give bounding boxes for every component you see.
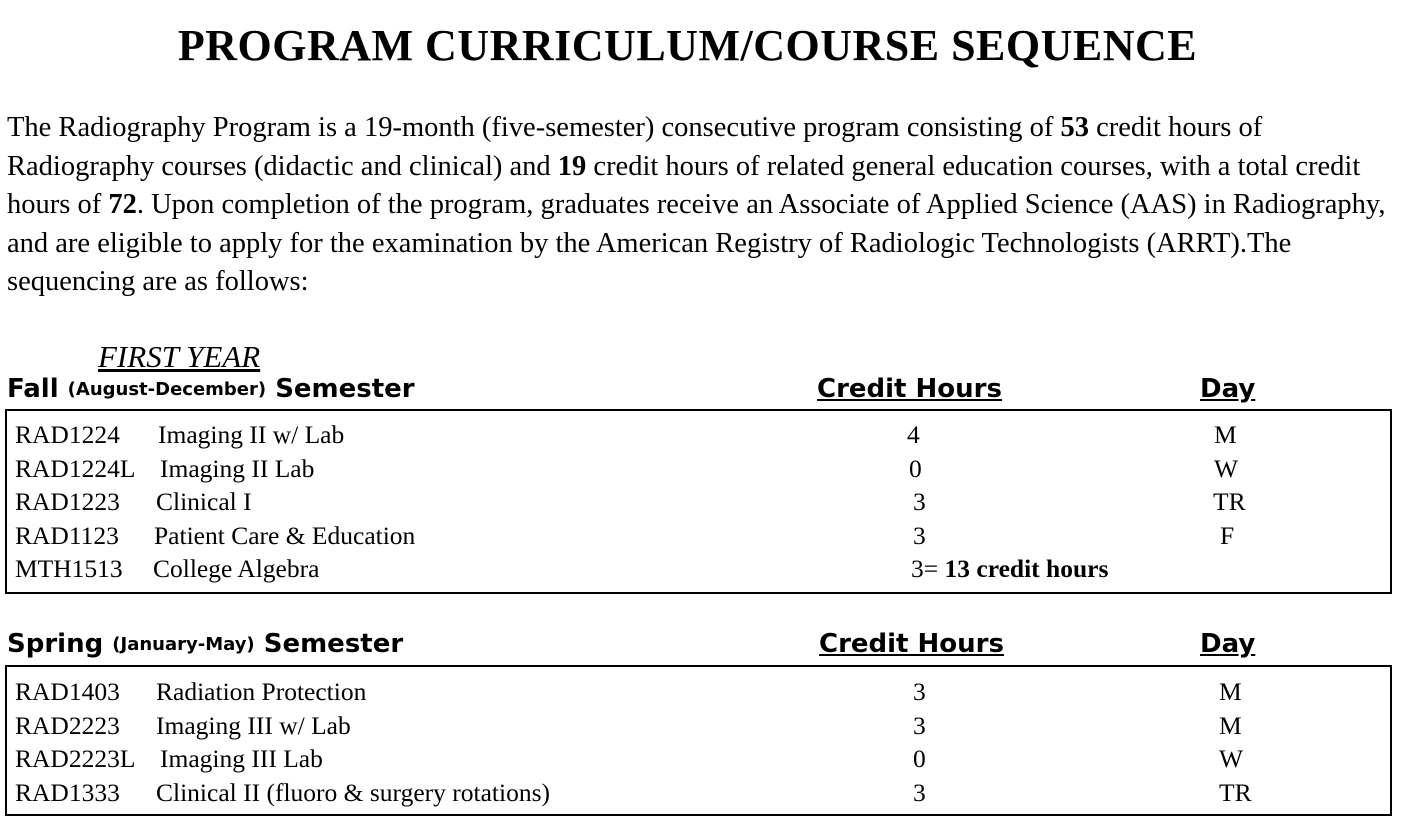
course-code: RAD1223 xyxy=(15,487,120,516)
course-name: Imaging II w/ Lab xyxy=(158,420,345,449)
course-name: Clinical I xyxy=(156,487,252,516)
course-row xyxy=(7,711,1390,744)
spring-semester-title xyxy=(7,629,403,659)
course-name: Imaging III w/ Lab xyxy=(156,710,351,740)
first-year-label: FIRST YEAR xyxy=(98,339,261,374)
course-credit-hours xyxy=(913,677,926,707)
course-credit-hours xyxy=(913,487,926,517)
course-name: College Algebra xyxy=(153,554,320,583)
course-row xyxy=(7,420,1390,453)
course-day: W xyxy=(1214,453,1239,483)
course-code: RAD1333 xyxy=(15,777,120,807)
course-name: Clinical II (fluoro & surgery rotations) xyxy=(156,777,550,807)
course-name: Patient Care & Education xyxy=(154,520,416,550)
intro-text-2: credit hours of Radiography courses (didactic and clinical) and xyxy=(7,112,1263,182)
course-row xyxy=(7,521,1390,554)
course-row xyxy=(7,487,1390,520)
course-credit-hours xyxy=(907,420,920,450)
course-day: M xyxy=(1214,420,1237,449)
course-code: RAD2223 xyxy=(15,710,120,740)
course-name: Radiation Protection xyxy=(156,677,367,706)
program-description xyxy=(7,109,1397,302)
course-credit-hours xyxy=(913,744,926,774)
page-title: PROGRAM CURRICULUM/COURSE SEQUENCE xyxy=(177,21,1198,70)
course-day: M xyxy=(1219,710,1242,740)
spring-course-table xyxy=(5,665,1392,816)
credit-value: 3 xyxy=(913,520,926,550)
course-row xyxy=(7,778,1390,811)
fall-term: Fall xyxy=(7,374,59,404)
spring-semester-header xyxy=(0,629,1400,669)
course-code: RAD1123 xyxy=(15,520,119,550)
spring-months: (January-May) xyxy=(112,634,255,655)
fall-months: (August-December) xyxy=(67,379,267,400)
course-day: TR xyxy=(1219,777,1252,807)
course-code: RAD2223L xyxy=(15,744,136,773)
course-code: MTH1513 xyxy=(15,554,123,583)
credit-value: 3 xyxy=(913,487,926,516)
fall-semester-word: Semester xyxy=(275,374,415,404)
course-code: RAD1224L xyxy=(15,453,136,483)
fall-semester-title xyxy=(7,374,415,404)
credit-value: 0 xyxy=(913,744,926,773)
fall-day-header: Day xyxy=(1200,374,1256,404)
credit-value: 3 xyxy=(913,710,926,740)
course-credit-hours xyxy=(911,554,1108,584)
intro-text-4: . Upon completion of the program, graduates receive an Associate of Applied Science (AAS) in Radiography, and are eligible to apply for the examination by the American Registry of Radiologic Technologists (ARRT).The sequencing are as follows: xyxy=(7,189,1386,297)
course-row xyxy=(7,677,1390,710)
course-row xyxy=(7,454,1390,487)
spring-semester-word: Semester xyxy=(263,629,404,659)
fall-semester-header xyxy=(0,374,1400,414)
course-day: W xyxy=(1219,744,1244,773)
spring-credit-hours-header: Credit Hours xyxy=(819,629,1004,659)
course-credit-hours xyxy=(913,711,926,741)
intro-text-1: The Radiography Program is a 19-month (five-semester) consecutive program consisting of xyxy=(7,112,1061,143)
spring-day-header: Day xyxy=(1200,629,1256,659)
credit-value: 3= xyxy=(911,554,939,583)
course-credit-hours xyxy=(909,454,922,484)
course-credit-hours xyxy=(913,521,926,551)
fall-course-table xyxy=(5,409,1392,594)
credit-value: 0 xyxy=(909,453,922,483)
course-day: F xyxy=(1220,520,1235,550)
general-education-credit-hours: 19 xyxy=(557,150,587,182)
total-credit-hours: 72 xyxy=(108,189,137,220)
intro-text-3: credit hours of related general education courses, with a total credit hours of xyxy=(7,150,1361,220)
credit-value: 3 xyxy=(913,677,926,706)
fall-credit-hours-header: Credit Hours xyxy=(817,374,1002,404)
radiography-credit-hours: 53 xyxy=(1060,112,1089,143)
credit-value: 3 xyxy=(913,777,926,807)
course-credit-hours xyxy=(913,778,926,808)
credit-value: 4 xyxy=(907,420,920,449)
course-row xyxy=(7,744,1390,777)
course-name: Imaging III Lab xyxy=(160,744,323,773)
spring-term: Spring xyxy=(7,629,104,659)
course-day: TR xyxy=(1213,487,1246,516)
semester-total-credit-hours: 13 credit hours xyxy=(944,554,1109,583)
course-name: Imaging II Lab xyxy=(160,453,315,483)
course-day: M xyxy=(1219,677,1242,706)
course-code: RAD1224 xyxy=(15,420,120,449)
course-code: RAD1403 xyxy=(15,677,120,706)
course-row xyxy=(7,554,1390,587)
